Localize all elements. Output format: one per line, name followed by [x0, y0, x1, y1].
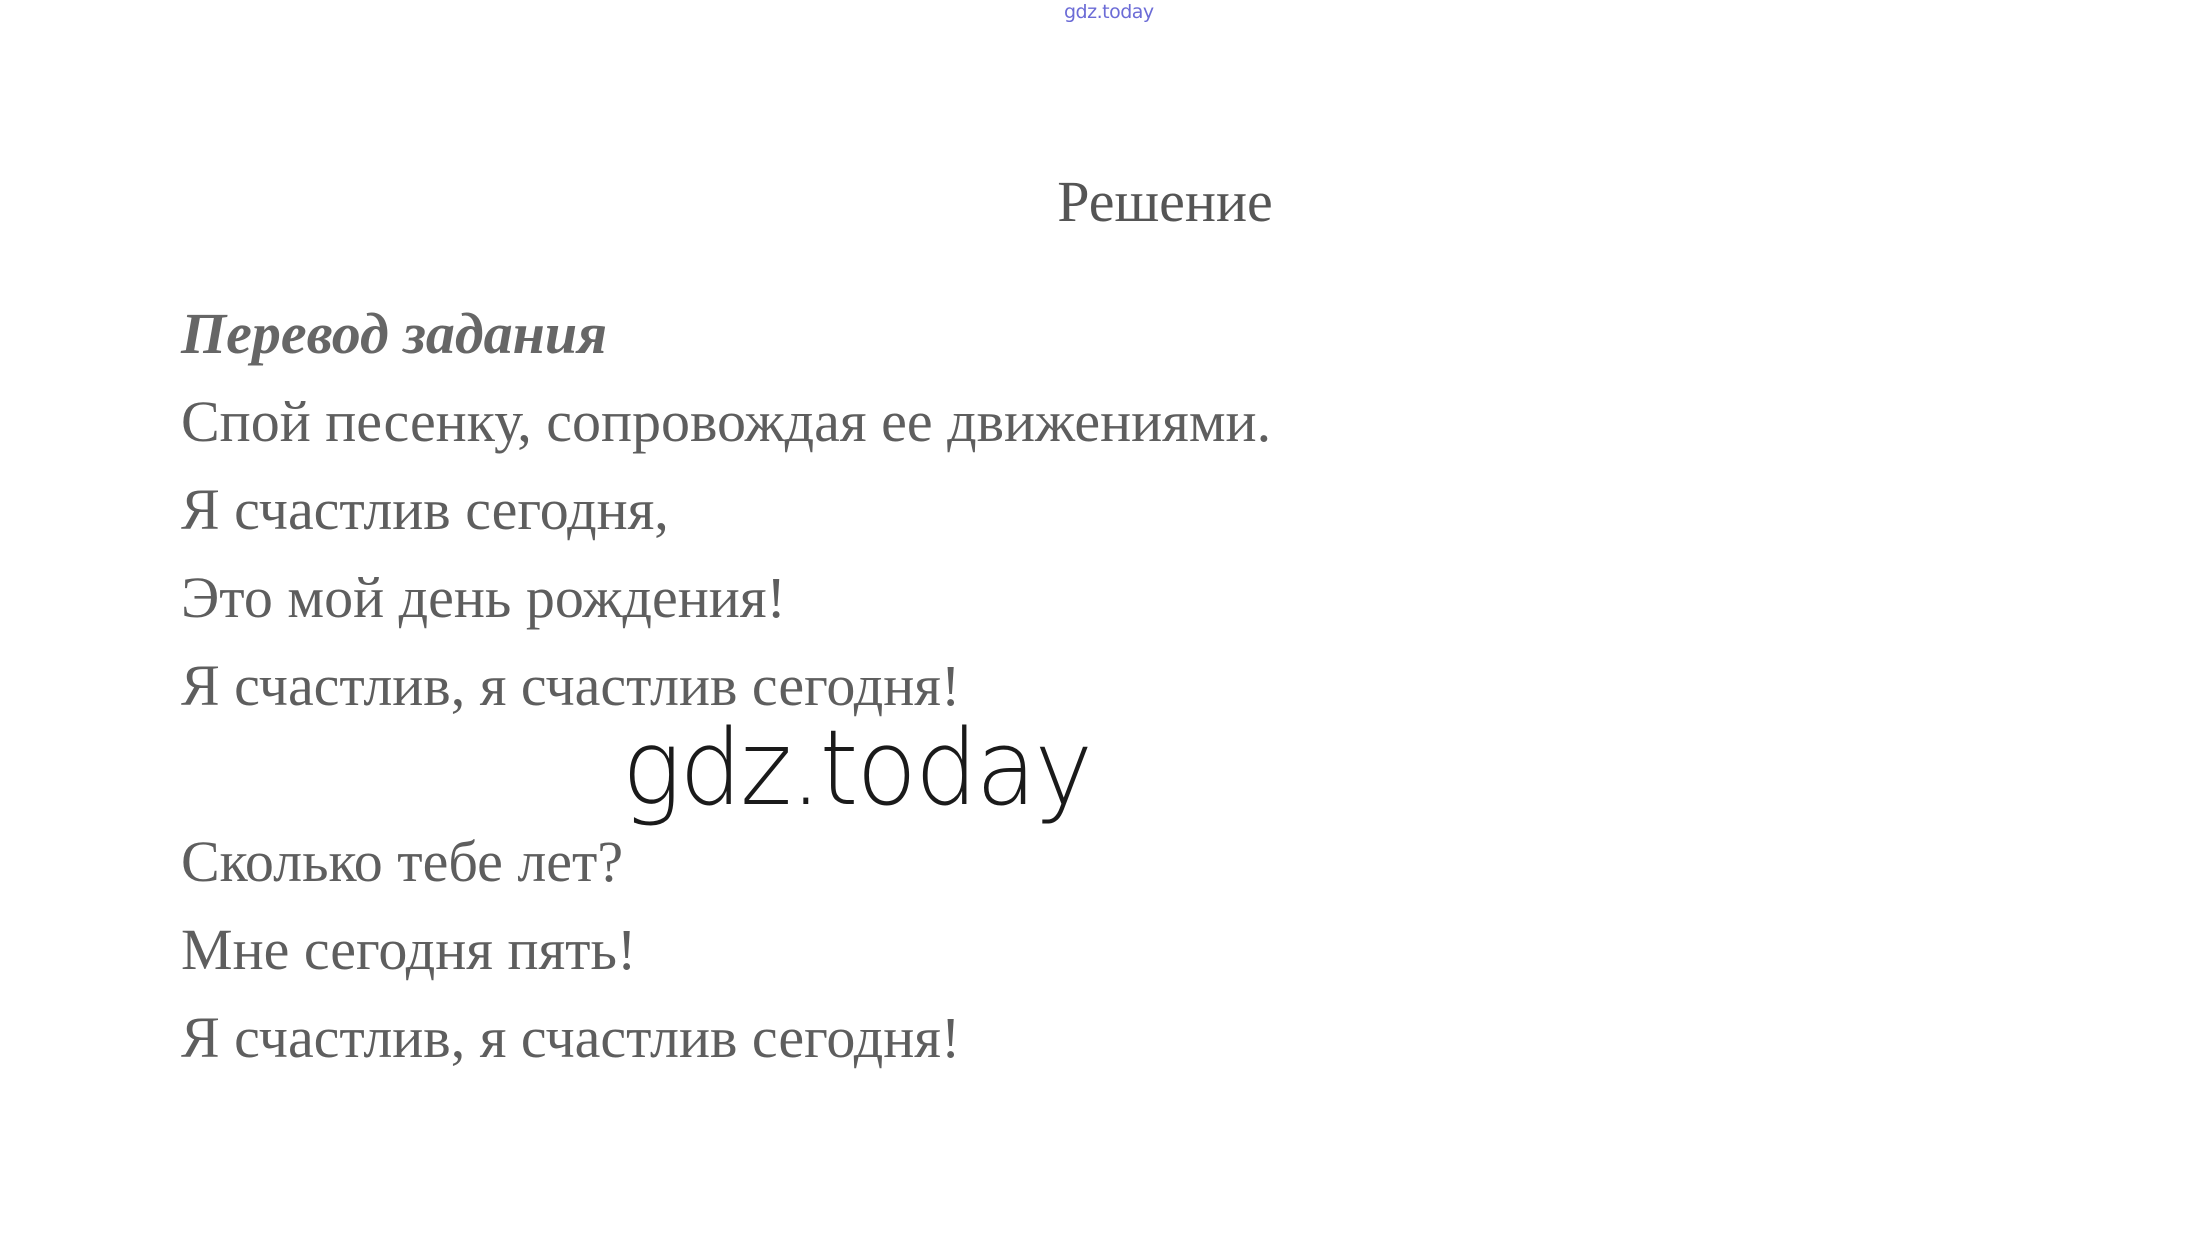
page-title: Решение [1057, 169, 1273, 234]
text-line: Я счастлив, я счастлив сегодня! [181, 1005, 961, 1070]
text-line: Мне сегодня пять! [181, 917, 637, 982]
top-watermark: gdz.today [1064, 1, 1154, 23]
center-watermark: gdz.today [622, 707, 1092, 829]
text-line: Я счастлив сегодня, [181, 477, 669, 542]
text-line: Это мой день рождения! [181, 565, 786, 630]
text-line: Я счастлив, я счастлив сегодня! [181, 653, 961, 718]
text-line-instruction: Спой песенку, сопровождая ее движениями. [181, 389, 1272, 454]
text-line: Сколько тебе лет? [181, 829, 624, 894]
section-heading: Перевод задания [181, 301, 607, 366]
